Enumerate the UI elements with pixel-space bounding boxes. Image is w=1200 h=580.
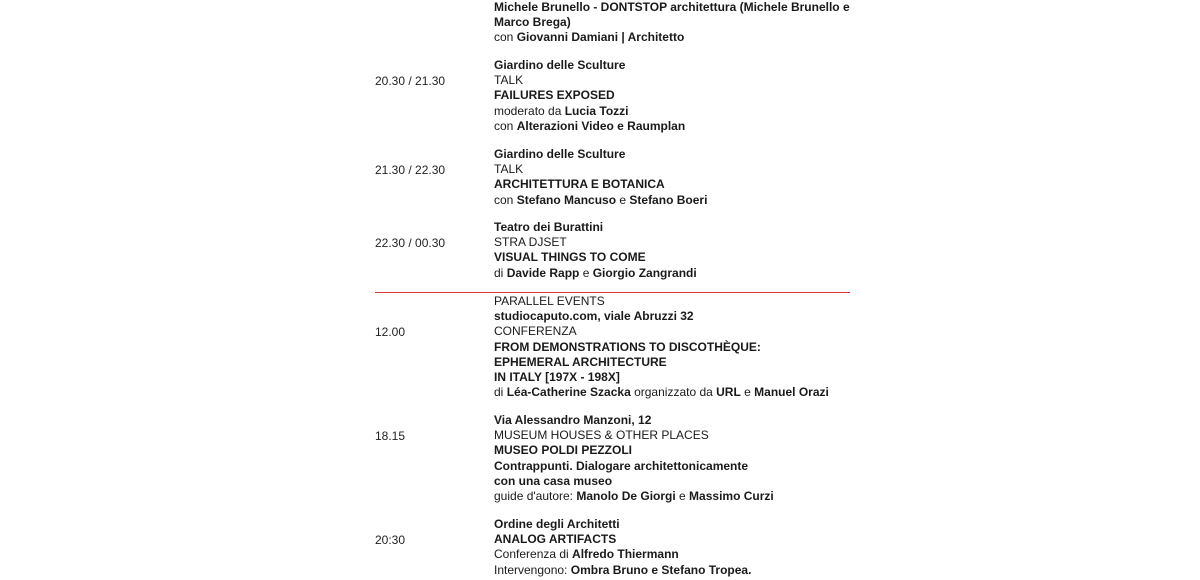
event-subtitle-line-2: con una casa museo [494,473,613,488]
event-title: FAILURES EXPOSED [494,88,615,103]
event-time: 12.00 [375,325,406,339]
event-type: TALK [494,73,524,88]
event-time: 20:30 [375,533,406,547]
event-details [494,220,874,281]
event-title: MUSEO POLDI PEZZOLI [494,443,633,458]
event-speakers: Intervengono: Ombra Bruno e Stefano Tropea. [494,562,752,577]
event-title-line-2: EPHEMERAL ARCHITECTURE [494,354,667,369]
event-details [494,517,874,578]
event-venue: Giardino delle Sculture [494,147,626,161]
event-venue: studiocaputo.com, viale Abruzzi 32 [494,309,694,324]
event-title: ARCHITETTURA E BOTANICA [494,177,665,192]
event-type: STRA DJSET [494,235,567,250]
participants-line-2: Marco Brega) [494,15,571,30]
participants-line-1: Michele Brunello - DONTSTOP architettura (Michele Brunello e [494,0,850,14]
event-details [494,147,874,208]
event-type: MUSEUM HOUSES & OTHER PLACES [494,428,709,443]
event-details [494,294,874,400]
event-venue: Ordine degli Architetti [494,517,620,531]
event-title: VISUAL THINGS TO COME [494,250,646,265]
event-type: TALK [494,162,524,177]
event-authors: di Léa-Catherine Szacka organizzato da URL e Manuel Orazi [494,385,829,400]
event-venue: Teatro dei Burattini [494,220,604,234]
event-guests: con Stefano Mancuso e Stefano Boeri [494,192,708,207]
section-divider [375,292,850,293]
event-title-line-1: FROM DEMONSTRATIONS TO DISCOTHÈQUE: [494,339,761,354]
participants-line-3: con Giovanni Damiani | Architetto [494,30,685,45]
event-venue: Giardino delle Sculture [494,58,626,72]
event-title-line-3: IN ITALY [197X - 198X] [494,370,620,385]
event-guests: con Alterazioni Video e Raumplan [494,118,686,133]
event-time: 22.30 / 00.30 [375,236,446,250]
event-time: 20.30 / 21.30 [375,74,446,88]
event-type: CONFERENZA [494,324,577,339]
event-time: 21.30 / 22.30 [375,163,446,177]
event-venue: Via Alessandro Manzoni, 12 [494,413,652,427]
event-time: 18.15 [375,429,406,443]
top-event-details [494,0,874,46]
event-guides: guide d'autore: Manolo De Giorgi e Massimo Curzi [494,489,774,504]
event-details [494,413,874,504]
event-title: ANALOG ARTIFACTS [494,532,617,547]
event-moderator: moderato da Lucia Tozzi [494,103,629,118]
event-authors: di Davide Rapp e Giorgio Zangrandi [494,265,697,280]
event-subtitle-line-1: Contrappunti. Dialogare architettonicamente [494,458,749,473]
event-conference-speaker: Conferenza di Alfredo Thiermann [494,547,679,562]
parallel-events-heading: PARALLEL EVENTS [494,294,605,308]
event-details [494,58,874,134]
